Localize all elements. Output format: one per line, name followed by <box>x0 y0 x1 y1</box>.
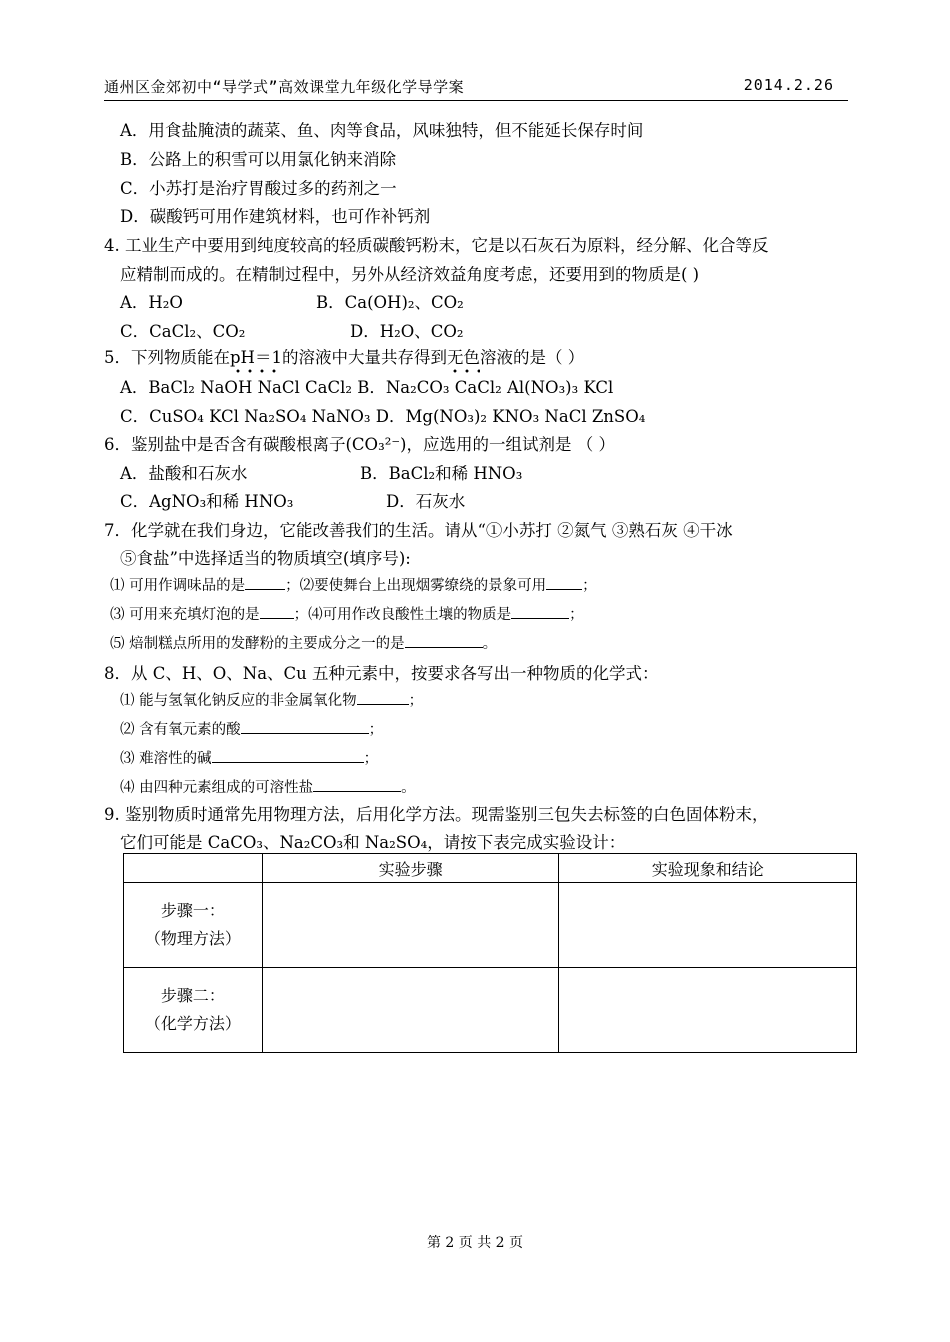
q8-sub2-label: ⑵ 含有氧元素的酸 <box>120 722 241 738</box>
q7-sub4-label: ；⑷可用作改良酸性土壤的物质是 <box>293 607 512 623</box>
answer-cell-step1-result[interactable] <box>559 883 857 968</box>
q7-semicolon: ； <box>582 578 597 594</box>
q3-option-d: D．碳酸钙可用作建筑材料，也可作补钙剂 <box>120 207 431 226</box>
row-label-step2-method: （化学方法） <box>144 1014 241 1033</box>
q5-stem <box>104 344 584 368</box>
q3-option-a: A．用食盐腌渍的蔬菜、鱼、肉等食品，风味独特，但不能延长保存时间 <box>120 121 644 140</box>
q7-sub2-label: ；⑵要使舞台上出现烟雾缭绕的景象可用 <box>285 578 547 594</box>
q7-sub-5 <box>110 632 497 653</box>
q7-semicolon-2: ； <box>569 607 584 623</box>
q7-stem-line1: 7．化学就在我们身边，它能改善我们的生活。请从“①小苏打 ②氮气 ③熟石灰 ④干冰 <box>104 521 733 540</box>
column-header-result: 实验现象和结论 <box>559 854 857 883</box>
q6-option-d: D．石灰水 <box>386 492 466 511</box>
q5-options-cd: C．CuSO₄ KCl Na₂SO₄ NaNO₃ D．Mg(NO₃)₂ KNO₃ NaCl ZnSO₄ <box>120 407 646 426</box>
q9-stem-line2: 它们可能是 CaCO₃、Na₂CO₃和 Na₂SO₄，请按下表完成实验设计： <box>120 833 626 852</box>
q4-option-d: D．H₂O、CO₂ <box>350 322 464 341</box>
row-label-step1-title: 步骤一： <box>160 901 225 920</box>
answer-cell-step1-procedure[interactable] <box>262 883 559 968</box>
q8-semicolon-3: ； <box>363 751 379 767</box>
q8-sub3-label: ⑶ 难溶性的碱 <box>120 751 212 767</box>
q8-semicolon-1: ； <box>408 693 424 709</box>
q5-stem-emph-colorless: 无色 <box>447 348 480 374</box>
q6-stem: 6．鉴别盐中是否含有碳酸根离子(CO₃²⁻)，应选用的一组试剂是 （ ） <box>104 435 615 454</box>
q8-sub4-label: ⑷ 由四种元素组成的可溶性盐 <box>120 780 314 796</box>
q5-stem-suffix: 溶液的是（ ） <box>479 348 585 367</box>
q8-sub-3 <box>120 747 378 768</box>
q7-period: 。 <box>482 636 498 652</box>
q8-sub1-label: ⑴ 能与氢氧化钠反应的非金属氧化物 <box>120 693 357 709</box>
row-label-step2 <box>124 968 263 1053</box>
answer-blank-q7-4[interactable] <box>511 604 569 619</box>
page-header <box>104 76 848 101</box>
answer-blank-q8-4[interactable] <box>313 777 401 792</box>
answer-blank-q7-2[interactable] <box>546 575 582 590</box>
page-footer: 第 2 页 共 2 页 <box>426 1235 524 1251</box>
q5-stem-prefix: 5．下列物质能在 <box>104 348 230 367</box>
q6-option-c: C．AgNO₃和稀 HNO₃ <box>120 492 294 511</box>
answer-blank-q7-3[interactable] <box>260 604 294 619</box>
answer-blank-q8-1[interactable] <box>357 690 409 705</box>
q5-options-ab: A．BaCl₂ NaOH NaCl CaCl₂ B．Na₂CO₃ CaCl₂ Al(NO₃)₃ KCl <box>120 378 614 397</box>
q7-sub-1-2 <box>110 574 597 595</box>
q4-option-b: B．Ca(OH)₂、CO₂ <box>316 293 464 312</box>
q5-stem-mid: 的溶液中大量共存得到 <box>281 348 447 367</box>
q4-option-a: A．H₂O <box>120 293 183 312</box>
header-date: 2014.2.26 <box>743 76 834 94</box>
answer-blank-q7-5[interactable] <box>405 633 483 648</box>
q3-option-c: C．小苏打是治疗胃酸过多的药剂之一 <box>120 179 397 198</box>
q8-period: 。 <box>401 780 416 796</box>
row-label-step2-title: 步骤二： <box>160 986 225 1005</box>
q8-stem: 8．从 C、H、O、Na、Cu 五种元素中，按要求各写出一种物质的化学式： <box>104 664 659 683</box>
q9-stem-line1: 9. 鉴别物质时通常先用物理方法，后用化学方法。现需鉴别三包失去标签的白色固体粉末， <box>104 805 769 824</box>
q6-option-b: B．BaCl₂和稀 HNO₃ <box>360 464 523 483</box>
q6-option-a: A．盐酸和石灰水 <box>120 464 248 483</box>
q4-option-c: C．CaCl₂、CO₂ <box>120 322 246 341</box>
q7-stem-line2: ⑤食盐”中选择适当的物质填空(填序号): <box>120 549 411 568</box>
table-corner-cell <box>124 854 263 883</box>
answer-blank-q8-2[interactable] <box>241 719 369 734</box>
row-label-step1 <box>124 883 263 968</box>
q4-stem-line2: 应精制而成的。在精制过程中，另外从经济效益角度考虑，还要用到的物质是( ) <box>120 265 700 284</box>
q4-stem-line1: 4. 工业生产中要用到纯度较高的轻质碳酸钙粉末，它是以石灰石为原料，经分解、化合等反 <box>104 236 769 255</box>
answer-blank-q7-1[interactable] <box>245 575 285 590</box>
q5-stem-emph-ph: pH＝1 <box>230 348 282 374</box>
answer-cell-step2-procedure[interactable] <box>262 968 559 1053</box>
q7-sub-3-4 <box>110 603 584 624</box>
q8-semicolon-2: ； <box>368 722 384 738</box>
q8-sub-1 <box>120 689 423 710</box>
q7-sub3-label: ⑶ 可用来充填灯泡的是 <box>110 607 260 623</box>
table-row <box>124 883 857 968</box>
row-label-step1-method: （物理方法） <box>144 929 241 948</box>
experiment-design-table <box>123 853 857 1053</box>
q3-option-b: B．公路上的积雪可以用氯化钠来消除 <box>120 150 397 169</box>
q8-sub-2 <box>120 718 383 739</box>
column-header-steps: 实验步骤 <box>262 854 559 883</box>
q8-sub-4 <box>120 776 416 797</box>
header-title: 通州区金郊初中“导学式”高效课堂九年级化学导学案 <box>104 78 465 96</box>
q7-sub5-label: ⑸ 焙制糕点所用的发酵粉的主要成分之一的是 <box>110 636 405 652</box>
table-header-row <box>124 854 857 883</box>
q7-sub1-label: ⑴ 可用作调味品的是 <box>110 578 246 594</box>
answer-cell-step2-result[interactable] <box>559 968 857 1053</box>
table-row <box>124 968 857 1053</box>
answer-blank-q8-3[interactable] <box>212 748 364 763</box>
